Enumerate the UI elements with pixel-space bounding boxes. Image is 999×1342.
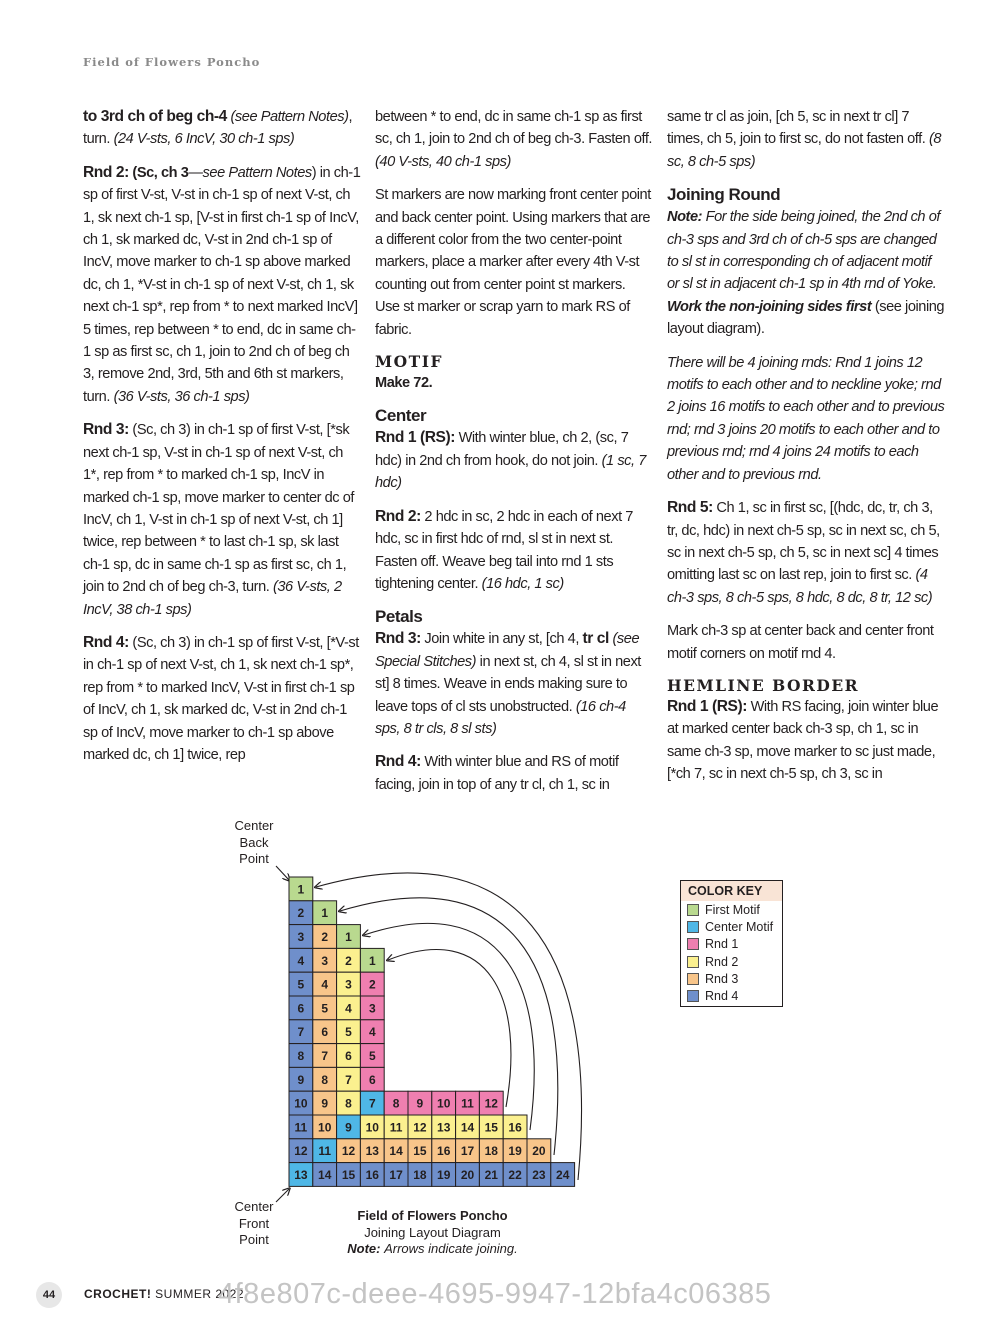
publication-issue: SUMMER 2022 — [155, 1287, 245, 1301]
text: , — [348, 109, 353, 125]
section-heading: MOTIF — [375, 352, 443, 372]
color-key-label: Rnd 1 — [705, 937, 739, 952]
color-key-label: Center Motif — [705, 919, 774, 934]
motif-number: 7 — [368, 1096, 376, 1111]
text: Ch 1, sc in first sc, [(hdc, dc, tr, ch 3, tr, dc, hdc) in next ch-5 sp, sc in next sc, ch 5, sc in next ch-5 sp, ch 5, sc in next sc] 4 times omitting last sc on last rep, join to first sc. — [667, 500, 940, 584]
motif-number: 6 — [321, 1025, 329, 1040]
motif-number: 4 — [297, 953, 305, 968]
color-key-item — [681, 970, 782, 987]
motif-number: 1 — [297, 882, 305, 897]
motif-number: 20 — [532, 1144, 546, 1159]
motif-number: 17 — [460, 1144, 475, 1159]
motif-number: 18 — [484, 1144, 498, 1159]
label-line: Center — [234, 1199, 274, 1214]
motif-number: 9 — [416, 1096, 424, 1111]
label-line: Point — [239, 1232, 269, 1247]
stitch-count: (4 ch-3 sps, 8 ch-5 sps, 8 hdc, 8 dc, 8 tr, 12 sc) — [667, 567, 933, 606]
motif-number: 9 — [297, 1072, 305, 1087]
motif-number: 8 — [321, 1072, 329, 1087]
motif-number: 15 — [413, 1144, 427, 1159]
motif-number: 1 — [345, 930, 352, 944]
motif-number: 9 — [345, 1120, 352, 1135]
round-label: Rnd 1 (RS): — [375, 429, 455, 447]
stitch-count: (36 V-sts, 36 ch-1 sps) — [113, 388, 250, 405]
section-heading: Petals — [375, 607, 423, 627]
motif-number: 13 — [294, 1168, 308, 1182]
label-line: Point — [239, 851, 269, 866]
paragraph: St markers are now marking front center point and back center point. Using markers that are a different color from the two center-point markers, place a marker after every 4th V-st counting out from center point st markers. Use st marker or scrap yarn to mark RS of fabric. — [375, 187, 651, 338]
text: Join white in any st, [ch 4, — [424, 631, 579, 648]
text: 2 hdc in sc, 2 hdc in each of next 7 hdc, sc in first hdc of rnd, sl st in next st. Fasten off. Weave beg tail into rnd 1 sts tightening center. — [375, 508, 633, 592]
motif-number: 6 — [368, 1072, 376, 1087]
text: With winter blue, ch 2, (sc, 7 hdc) in 2nd ch from hook, do not join. — [375, 430, 629, 469]
round-label: Rnd 2: — [375, 507, 421, 525]
italic-text: There will be 4 joining rnds: Rnd 1 joins 12 motifs to each other and to neckline yoke; rnd 2 joins 16 motifs to each other and to previous rnd; rnd 3 joins 20 motifs to each other and to previous rnd; rnd 4 joins 24 motifs to each other and to previous rnd. — [667, 354, 945, 483]
round-label: Rnd 3: — [375, 630, 421, 648]
motif-number: 8 — [392, 1096, 400, 1111]
motif-number: 20 — [460, 1168, 475, 1182]
motif-number: 5 — [297, 977, 305, 992]
paragraph: Mark ch-3 sp at center back and center front motif corners on motif rnd 4. — [667, 623, 934, 662]
motif-number: 6 — [297, 1001, 305, 1016]
italic-text: (see Special Stitches) — [375, 631, 640, 670]
motif-number: 14 — [460, 1120, 475, 1135]
motif-number: 22 — [508, 1168, 522, 1182]
motif-number: 12 — [341, 1144, 356, 1159]
bold-text: to 3rd ch of beg ch-4 — [83, 108, 227, 125]
bold-text: tr cl — [582, 630, 609, 648]
stitch-count: (40 V-sts, 40 ch-1 sps) — [375, 153, 511, 170]
color-key-item — [681, 936, 782, 953]
motif-number: 9 — [321, 1096, 329, 1111]
label-line: Center — [234, 818, 274, 833]
motif-number: 11 — [318, 1144, 332, 1159]
motif-number: 4 — [345, 1001, 352, 1016]
text: between * to end, dc in same ch-1 sp as first sc, ch 1, join to 2nd ch of beg ch-3. Fasten off. — [375, 109, 653, 148]
color-swatch — [687, 990, 699, 1002]
text: ) in ch-1 sp of first V-st, V-st in ch-1 sp of next V-st, ch 1, sk next ch-1 sp, [V-st in first ch-1 sp of IncV, ch 1, sk marked dc, V-st in 2nd ch-1 sp of IncV, move marker to ch-1 sp above marked dc, ch 1, *V-st in ch-1 sp of next V-st, ch 1, sk next ch-1 sp*, rep from * to next marked IncV] 5 times, rep between * to end, dc in same ch-1 sp as first sc, ch 1, join to 2nd ch of beg ch 3, remove 2nd, 3rd, 5th and 6th st markers, turn. — [83, 164, 361, 405]
color-key-item — [681, 901, 782, 918]
motif-number: 2 — [345, 953, 352, 968]
motif-number: 6 — [345, 1049, 352, 1063]
color-swatch — [687, 973, 699, 985]
motif-number: 14 — [389, 1144, 403, 1159]
motif-number: 19 — [437, 1168, 451, 1182]
caption-subtitle: Joining Layout Diagram — [364, 1224, 501, 1240]
text: in next st, ch 4, sl st in next st] 8 times. Weave in ends making sure to leave tops of cl sts unobstructed. — [375, 653, 641, 715]
motif-number: 19 — [508, 1144, 522, 1159]
motif-number: 10 — [365, 1120, 379, 1135]
motif-number: 1 — [368, 953, 376, 968]
running-head: Field of Flowers Poncho — [83, 55, 261, 69]
motif-number: 21 — [484, 1168, 498, 1182]
motif-number: 11 — [294, 1120, 308, 1135]
page-footer — [0, 1278, 999, 1322]
motif-number: 7 — [321, 1049, 329, 1063]
motif-number: 2 — [368, 977, 376, 992]
text: With winter blue and RS of motif facing, join in top of any tr cl, ch 1, sc in — [375, 754, 619, 793]
motif-number: 13 — [365, 1144, 379, 1159]
color-key-item — [681, 987, 782, 1004]
publication-title: CROCHET! — [84, 1287, 152, 1301]
round-label: Rnd 4: — [375, 753, 421, 771]
motif-number: 7 — [297, 1025, 305, 1040]
color-key-label: Rnd 4 — [705, 989, 739, 1004]
text: (Sc, ch 3) in ch-1 sp of first V-st, [*V-st in ch-1 sp of next V-st, ch 1, sk next ch-1 sp*, rep from * to marked IncV, V-st in first ch-1 sp of IncV, ch 1, sk marked dc, V-st in 2nd ch-1 sp of IncV, move marker to ch-1 sp above marked dc, ch 1] twice, rep — [83, 634, 359, 763]
text: (Sc, ch 3) in ch-1 sp of first V-st, [*sk next ch-1 sp, V-st in ch-1 sp of next V-st, ch 1*, rep from * to marked ch-1 sp, IncV in marked ch-1 sp, move marker to center dc of IncV, ch 1, V-st in ch-1 sp of next V-st, ch 1] twice, rep between * to last ch-1 sp, sk last ch-1 sp, dc in same ch-1 sp as first sc, ch 1, join to 2nd ch of beg ch-3, turn. — [83, 422, 355, 596]
round-label: Rnd 1 (RS): — [667, 697, 747, 715]
round-label: Rnd 2: — [83, 163, 129, 181]
caption-note — [300, 1241, 565, 1258]
motif-number: 2 — [321, 930, 329, 944]
color-key-item — [681, 953, 782, 970]
center-back-arrow — [276, 866, 289, 880]
watermark-id: 4f8e807c-deee-4695-9947-12bfa4c06385 — [218, 1278, 772, 1310]
round-label: Rnd 4: — [83, 633, 129, 651]
motif-number: 5 — [345, 1025, 352, 1040]
motif-number: 16 — [508, 1120, 522, 1135]
stitch-count: (16 ch-4 sps, 8 tr cls, 8 sl sts) — [375, 698, 626, 737]
joining-arrow — [388, 950, 511, 1107]
stitch-count: (1 sc, 7 hdc) — [375, 452, 646, 492]
italic-text: (see Pattern Notes) — [230, 109, 349, 125]
motif-number: 11 — [389, 1120, 403, 1135]
section-heading: HEMLINE BORDER — [667, 675, 860, 695]
motif-number: 10 — [318, 1120, 332, 1135]
motif-number: 3 — [321, 953, 329, 968]
motif-number: 5 — [321, 1001, 329, 1016]
motif-number: 8 — [345, 1096, 352, 1111]
bold-italic-text: Work the non-joining sides first — [667, 298, 872, 315]
color-swatch — [687, 921, 699, 933]
motif-number: 12 — [413, 1120, 427, 1135]
motif-number: 16 — [437, 1144, 451, 1159]
color-key-label: Rnd 2 — [705, 954, 739, 969]
stitch-count: (36 V-sts, 2 IncV, 38 ch-1 sps) — [83, 579, 342, 618]
label-line: Front — [238, 1215, 270, 1231]
color-key-label: First Motif — [705, 902, 760, 917]
color-swatch — [687, 904, 699, 916]
round-label: Rnd 5: — [667, 499, 713, 517]
motif-number: 11 — [461, 1096, 474, 1111]
text: same tr cl as join, [ch 5, sc in next tr cl] 7 times, ch 5, join to first sc, do not fasten off. — [667, 109, 926, 148]
text: turn. — [83, 131, 110, 148]
round-label: Rnd 3: — [83, 421, 129, 439]
label-line: Back — [239, 834, 269, 850]
motif-number: 15 — [341, 1168, 356, 1182]
motif-number: 2 — [297, 906, 305, 921]
stitch-count: (8 sc, 8 ch-5 sps) — [667, 131, 942, 170]
color-key-label: Rnd 3 — [705, 971, 739, 986]
color-swatch — [687, 938, 699, 950]
diagram-caption — [300, 1208, 565, 1258]
motif-number: 12 — [294, 1144, 308, 1159]
center-front-arrow — [276, 1189, 289, 1202]
motif-number: 4 — [368, 1025, 376, 1040]
section-heading: Joining Round — [667, 185, 781, 205]
motif-number: 24 — [556, 1168, 570, 1182]
page-number: 44 — [36, 1282, 62, 1308]
color-swatch — [687, 956, 699, 968]
bold-text: (Sc, ch 3 — [132, 164, 189, 181]
subheading: Make 72. — [375, 375, 433, 392]
caption-title: Field of Flowers Poncho — [357, 1208, 508, 1223]
note-text: Arrows indicate joining. — [384, 1241, 518, 1256]
motif-number: 12 — [484, 1096, 498, 1111]
motif-number: 17 — [389, 1168, 403, 1182]
text: (see joining layout diagram). — [667, 298, 945, 338]
motif-number: 13 — [437, 1120, 451, 1135]
motif-number: 18 — [413, 1168, 427, 1182]
motif-number: 10 — [437, 1096, 451, 1111]
color-key-item — [681, 918, 782, 935]
italic-text: For the side being joined, the 2nd ch of ch-3 sps and 3rd ch of ch-5 sps are changed to sl st in corresponding ch of adjacent motif or sl st in adjacent ch-1 sp in 4th rnd of Yoke. — [667, 209, 940, 293]
note-label: Note: — [667, 209, 703, 226]
motif-number: 3 — [368, 1001, 376, 1016]
color-key-title: COLOR KEY — [681, 881, 782, 901]
stitch-count: (16 hdc, 1 sc) — [481, 575, 564, 592]
motif-number: 3 — [297, 930, 305, 944]
motif-number: 5 — [368, 1049, 376, 1063]
motif-number: 7 — [345, 1072, 352, 1087]
stitch-count: (24 V-sts, 6 IncV, 30 ch-1 sps) — [113, 131, 295, 148]
motif-number: 1 — [321, 906, 329, 921]
color-key — [680, 880, 783, 1007]
motif-number: 8 — [297, 1049, 305, 1063]
note-label: Note: — [347, 1241, 381, 1256]
motif-number: 4 — [321, 977, 329, 992]
motif-number: 14 — [318, 1168, 332, 1182]
motif-number: 16 — [365, 1168, 379, 1182]
italic-text: —see Pattern Notes — [188, 164, 312, 181]
motif-number: 23 — [532, 1168, 546, 1182]
motif-number: 15 — [484, 1120, 498, 1135]
motif-number: 10 — [294, 1096, 308, 1111]
section-heading: Center — [375, 406, 427, 426]
motif-number: 3 — [345, 977, 352, 992]
text: With RS facing, join winter blue at marked center back ch-3 sp, ch 1, sc in same ch-3 sp, move marker to sc just made, [*ch 7, sc in next ch-5 sp, ch 3, sc in — [667, 698, 939, 783]
